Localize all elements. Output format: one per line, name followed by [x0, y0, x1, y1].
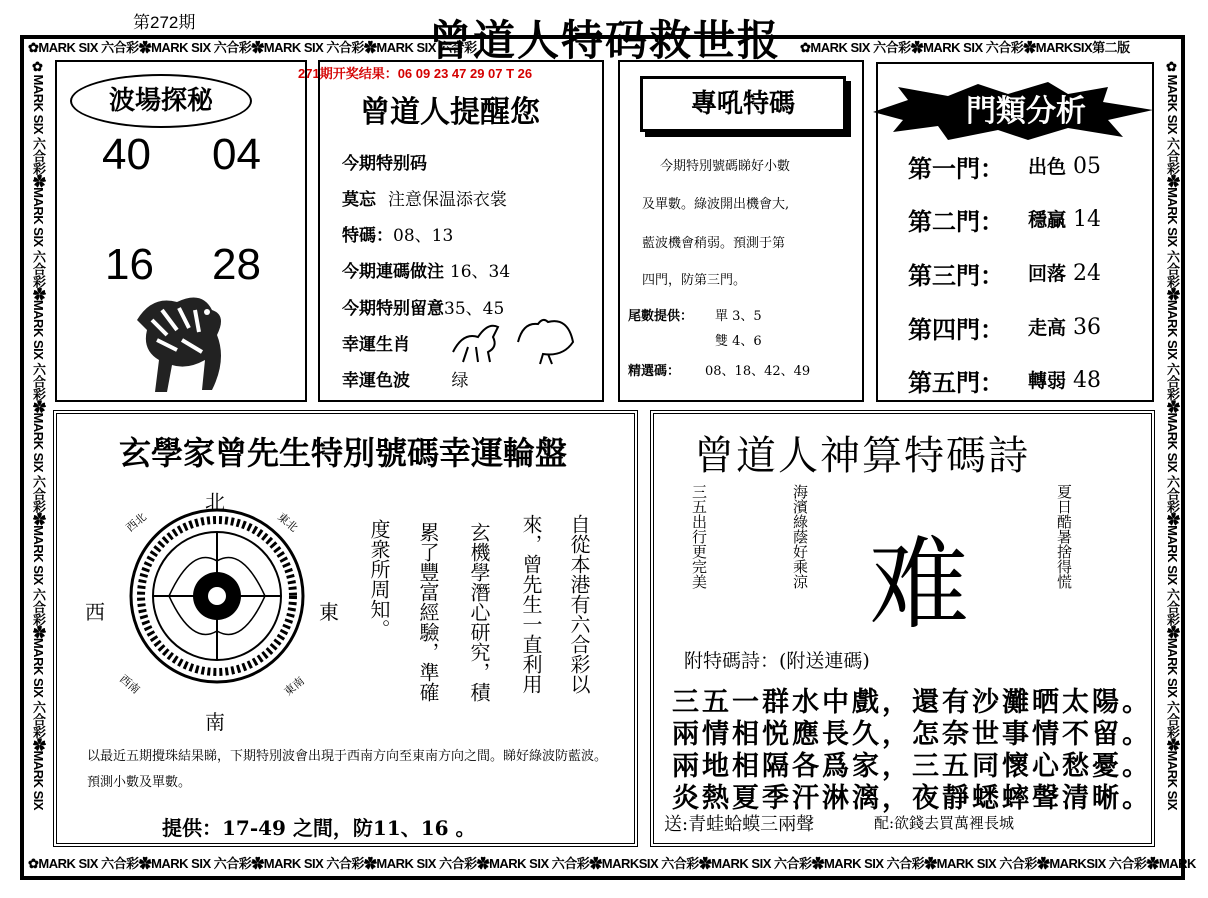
wheel-paragraph: 以最近五期攪珠結果睇，下期特別波會出現于西南方向至東南方向之間。睇好綠波防藍波。預測小數及單數。 — [87, 749, 608, 790]
poem-big-character: 难 — [869, 526, 969, 643]
compass-south: 南 — [205, 710, 225, 734]
poem-title: 曾道人神算特碼詩 — [694, 433, 1030, 479]
reminder-row-7 — [342, 366, 468, 391]
reminder-value: 35、45 — [444, 299, 505, 319]
compass-west: 西 — [85, 600, 105, 624]
reminder-row-2 — [342, 185, 507, 210]
compass-east: 東 — [319, 600, 339, 624]
poem-column-3: 夏日酷暑捨得慌 — [1055, 484, 1073, 589]
special-text-1: 今期特別號碼睇好小數 — [660, 159, 791, 174]
reminder-label: 今期特别留意 — [342, 299, 444, 319]
wave-number-4: 28 — [212, 240, 261, 289]
horse-rooster-icon — [448, 312, 578, 364]
poem-footer-send: 送:青蛙蛤蟆三兩聲 — [664, 814, 815, 835]
last-draw-result: 271期开奖结果：06 09 23 47 29 07 T 26 — [298, 66, 533, 81]
wave-number-3: 16 — [105, 240, 154, 289]
special-text-2: 及單數。綠波開出機會大, — [642, 197, 790, 212]
reminder-row-3 — [342, 221, 453, 246]
reminder-value: 绿 — [451, 371, 469, 391]
poem-footer-match: 配:欲錢去買萬裡長城 — [874, 814, 1015, 832]
border-right: ✿MARK SIX 六合彩✿MARK SIX 六合彩✿MARK SIX 六合彩✿MARK SIX 六合彩✿MARK SIX 六合彩✿MARK SIX 六合彩✿MARK SIX — [1165, 60, 1180, 811]
wheel-title: 玄學家曾先生特別號碼幸運輪盤 — [119, 434, 568, 472]
tail-single: 單 3、5 — [715, 309, 762, 324]
gate-3-value: 回落 24 — [1028, 261, 1102, 286]
special-text-3: 藍波機會稍弱。預測于第 — [642, 236, 786, 251]
gate-5-label: 第五門： — [908, 368, 1004, 397]
special-panel — [618, 60, 864, 402]
poem-line-2: 兩情相悦應長久，怎奈世事情不留。 — [672, 719, 1152, 750]
reminder-label: 莫忘 — [342, 190, 376, 210]
newspaper-title: 曾道人特码救世报 — [428, 16, 781, 65]
compass-north: 北 — [205, 490, 225, 514]
poem-column-1: 三五出行更完美 — [690, 484, 708, 589]
wheel-panel — [53, 410, 638, 847]
reminder-value: 注意保温添衣裳 — [387, 190, 507, 210]
reminder-row-1 — [342, 149, 427, 174]
compass-ne: 東北 — [275, 510, 301, 535]
border-bottom: ✿MARK SIX 六合彩✿MARK SIX 六合彩✿MARK SIX 六合彩✿MARK SIX 六合彩✿MARK SIX 六合彩✿MARKSIX 六合彩✿MARK SIX 六合彩✿MARK SIX 六合彩✿MARK SIX 六合彩✿MARKSIX 六合彩✿MARK — [28, 856, 1196, 871]
reminder-label: 特碼： — [342, 226, 393, 246]
reminder-value: 16、34 — [449, 262, 511, 282]
reminder-label: 今期連碼做注 — [342, 262, 444, 282]
wave-title: 波場探秘 — [70, 74, 252, 128]
pick-label: 精選碼： — [628, 364, 681, 379]
reminder-row-4 — [342, 257, 510, 282]
poem-line-1: 三五一群水中戲，還有沙灘晒太陽。 — [672, 687, 1152, 718]
wheel-column-1: 自從本港有六合彩以 — [567, 514, 591, 694]
border-left: ✿MARK SIX 六合彩✿MARK SIX 六合彩✿MARK SIX 六合彩✿MARK SIX 六合彩✿MARK SIX 六合彩✿MARK SIX 六合彩✿MARK SIX — [31, 60, 46, 811]
wheel-column-2: 來，曾先生一直利用 — [519, 514, 543, 694]
gate-2-label: 第二門： — [908, 207, 1004, 236]
tiger-illustration — [117, 280, 237, 400]
poem-line-3: 兩地相隔各爲家，三五同懷心愁憂。 — [672, 751, 1152, 782]
wave-number-1: 40 — [102, 130, 151, 179]
issue-number: 第272期 — [133, 13, 196, 32]
special-text-4: 四門，防第三門。 — [642, 273, 747, 288]
reminder-value: 08、13 — [393, 226, 454, 246]
gate-4-label: 第四門： — [908, 315, 1004, 344]
compass-sw: 西南 — [117, 672, 143, 697]
gate-1-label: 第一門： — [908, 154, 1004, 183]
gate-5-value: 轉弱 48 — [1028, 368, 1102, 393]
poem-line-4: 炎熱夏季汗淋漓，夜靜蟋蟀聲清晰。 — [672, 783, 1152, 814]
special-title: 專吼特碼 — [640, 76, 846, 132]
reminder-row-6 — [342, 330, 410, 355]
wheel-column-3: 玄機學潛心研究，積 — [467, 522, 491, 702]
gates-panel — [876, 62, 1154, 402]
poem-column-2: 海濱綠蔭好乘涼 — [791, 484, 809, 589]
gate-2-value: 穩贏 14 — [1028, 207, 1102, 232]
wave-panel — [55, 60, 307, 402]
tail-double: 雙 4、6 — [715, 334, 762, 349]
gates-title: 門類分析 — [966, 94, 1086, 129]
gate-3-label: 第三門： — [908, 261, 1004, 290]
wheel-column-5: 度衆所周知。 — [367, 519, 391, 639]
reminder-panel — [318, 60, 604, 402]
border-top-left: ✿MARK SIX 六合彩✿MARK SIX 六合彩✿MARK SIX 六合彩✿MARK SIX 六合彩 — [28, 40, 477, 55]
reminder-title: 曾道人提醒您 — [360, 95, 540, 130]
tail-label: 尾數提供： — [628, 309, 694, 324]
compass-nw: 西北 — [123, 510, 149, 535]
reminder-label: 今期特别码 — [342, 154, 427, 174]
wheel-provide: 提供：17-49 之間，防11、16 。 — [162, 816, 476, 840]
reminder-label: 幸運色波 — [342, 371, 410, 391]
poem-panel — [650, 410, 1155, 847]
wheel-column-4: 累了豐富經驗，準確 — [416, 522, 440, 702]
compass-wheel — [127, 506, 307, 686]
wave-number-2: 04 — [212, 130, 261, 179]
gate-4-value: 走高 36 — [1028, 315, 1102, 340]
compass-se: 東南 — [281, 674, 307, 699]
pick-value: 08、18、42、49 — [705, 364, 811, 379]
poem-subtitle: 附特碼詩：(附送連碼) — [684, 650, 870, 672]
border-top-right: ✿MARK SIX 六合彩✿MARK SIX 六合彩✿MARKSIX第二版 — [800, 40, 1130, 55]
reminder-label: 幸運生肖 — [342, 335, 410, 355]
gate-1-value: 出色 05 — [1028, 154, 1102, 179]
